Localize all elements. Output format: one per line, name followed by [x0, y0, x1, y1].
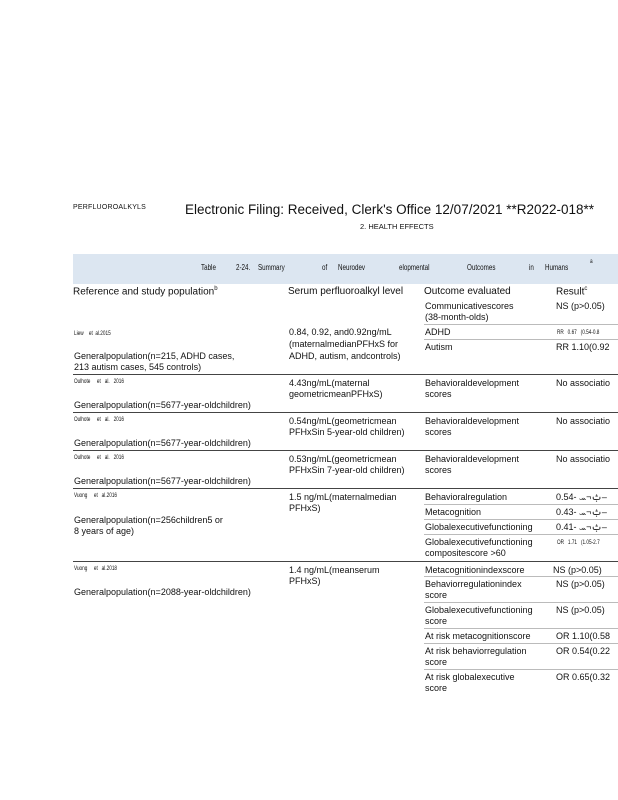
caption-word: Outcomes	[467, 263, 496, 272]
outcome: ADHD	[425, 327, 451, 337]
citation: Oulhote et al. 2016	[74, 454, 124, 461]
outcome: At risk behaviorregulation	[425, 646, 527, 656]
outcome: compositescore >60	[425, 548, 506, 558]
serum-level: PFHxSin 7-year-old children)	[289, 465, 405, 475]
study-population: 8 years of age)	[74, 526, 135, 536]
result: No associatio	[556, 416, 611, 426]
result: OR 1.10(0.58	[556, 631, 611, 641]
result: No associatio	[556, 378, 611, 388]
caption-word: of	[322, 263, 328, 272]
outcome: scores	[425, 465, 452, 475]
result: OR 1.71 (1.05-2.7	[557, 539, 600, 546]
table-caption	[73, 254, 618, 284]
outcome: Behaviorregulationindex	[425, 579, 522, 589]
outcome: Globalexecutivefunctioning	[425, 537, 533, 547]
result: NS (p>0.05)	[553, 565, 602, 575]
caption-word: in	[529, 263, 534, 272]
study-population: Generalpopulation(n=256children5 or	[74, 515, 223, 525]
citation: Liew et al.2015	[74, 330, 111, 337]
serum-level: (maternalmedianPFHxS for	[289, 339, 399, 349]
serum-level: geometricmeanPFHxS)	[289, 389, 383, 399]
serum-level: PFHxS)	[289, 503, 321, 513]
result: NS (p>0.05)	[556, 301, 605, 311]
outcome: Autism	[425, 342, 453, 352]
serum-level: 1.4 ng/mL(meanserum	[289, 565, 380, 575]
result: ݑ¬ܚ -0.41–	[556, 522, 607, 532]
result: RR 0.67 (0.54-0.8	[557, 329, 600, 336]
citation: Oulhote et al. 2016	[74, 378, 124, 385]
study-population: Generalpopulation(n=215, ADHD cases,	[74, 351, 235, 361]
caption-word: Summary	[258, 263, 285, 272]
caption-word: Neurodev	[338, 263, 366, 272]
citation: Vuong et al.2016	[74, 492, 118, 499]
serum-level: 0.54ng/mL(geometricmean	[289, 416, 397, 426]
study-population: Generalpopulation(n=2088-year-oldchildren)	[74, 587, 251, 597]
serum-level: 1.5 ng/mL(maternalmedian	[289, 492, 397, 502]
serum-level: 0.53ng/mL(geometricmean	[289, 454, 397, 464]
outcome: Behavioraldevelopment	[425, 378, 520, 388]
serum-level: 0.84, 0.92, and0.92ng/mL	[289, 327, 392, 337]
chapter-title: 2. HEALTH EFFECTS	[360, 222, 434, 231]
column-header-reference: Reference and study population$^b$	[73, 286, 218, 298]
outcome: Behavioralregulation	[425, 492, 508, 502]
column-header-outcome: Outcome evaluated	[424, 286, 511, 297]
result: NS (p>0.05)	[556, 605, 605, 615]
section-label: PERFLUOROALKYLS	[73, 204, 147, 211]
serum-level: PFHxS)	[289, 576, 321, 586]
outcome: Metacognition	[425, 507, 482, 517]
outcome: score	[425, 683, 448, 693]
result: OR 0.65(0.32	[556, 672, 611, 682]
result: No associatio	[556, 454, 611, 464]
outcome: score	[425, 616, 448, 626]
study-population: Generalpopulation(n=5677-year-oldchildren)	[74, 400, 251, 410]
study-population: Generalpopulation(n=5677-year-oldchildren)	[74, 476, 251, 486]
caption-word: Humans	[545, 263, 569, 272]
outcome: Globalexecutivefunctioning	[425, 522, 533, 532]
serum-level: ADHD, autism, andcontrols)	[289, 351, 401, 361]
outcome: (38-month-olds)	[425, 312, 489, 322]
outcome: scores	[425, 427, 452, 437]
citation: Oulhote et al. 2016	[74, 416, 124, 423]
outcome: Metacognitionindexscore	[425, 565, 525, 575]
citation: Vuong et al.2018	[74, 565, 118, 572]
caption-word: elopmental	[399, 263, 430, 272]
result: ݑ¬ܚ -0.54–	[556, 492, 607, 502]
outcome: scores	[425, 389, 452, 399]
study-population: Generalpopulation(n=5677-year-oldchildren)	[74, 438, 251, 448]
outcome: Communicativescores	[425, 301, 514, 311]
outcome: At risk metacognitionscore	[425, 631, 531, 641]
filing-stamp: Electronic Filing: Received, Clerk's Office 12/07/2021 **R2022-018**	[185, 202, 595, 217]
caption-superscript: a	[590, 259, 593, 265]
column-header-result: Result$^c$	[556, 286, 588, 298]
outcome: Behavioraldevelopment	[425, 416, 520, 426]
outcome: score	[425, 590, 448, 600]
outcome: At risk globalexecutive	[425, 672, 515, 682]
serum-level: PFHxSin 5-year-old children)	[289, 427, 405, 437]
result: OR 0.54(0.22	[556, 646, 611, 656]
column-header-serum: Serum perfluoroalkyl level	[288, 286, 404, 297]
study-population: 213 autism cases, 545 controls)	[74, 362, 202, 372]
caption-table-word: Table	[201, 263, 216, 272]
serum-level: 4.43ng/mL(maternal	[289, 378, 370, 388]
result: NS (p>0.05)	[556, 579, 605, 589]
outcome: Behavioraldevelopment	[425, 454, 520, 464]
caption-number: 2-24.	[236, 263, 251, 272]
result: ݑ¬ܚ -0.43–	[556, 507, 607, 517]
outcome: score	[425, 657, 448, 667]
result: RR 1.10(0.92	[556, 342, 610, 352]
outcome: Globalexecutivefunctioning	[425, 605, 533, 615]
